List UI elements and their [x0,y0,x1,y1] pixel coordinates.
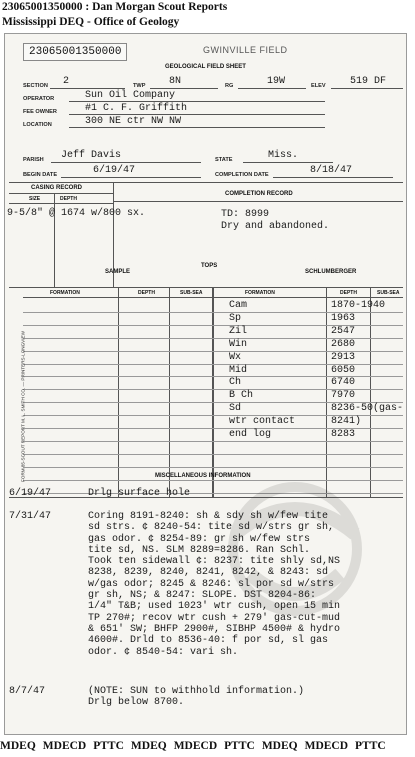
misc-line: sd strs. ¢ 8240-54: tite sd w/strs gr sh, [88,522,335,534]
tops-col-depth-1: DEPTH [138,290,155,296]
tops-formation: Mid [229,364,248,376]
tops-col-formation-1: FORMATION [50,290,80,296]
completion-date-value: 8/18/47 [310,165,353,176]
tops-formation: Sp [229,312,242,324]
footer [0,740,415,752]
tops-formation: Ch [229,377,242,389]
tops-label: TOPS [201,263,218,269]
misc-line: Drlg below 8700. [88,697,185,709]
parish-label: PARISH [23,157,44,163]
footer-tag: MDEQ [261,740,298,752]
schlumberger-label: SCHLUMBERGER [305,269,357,275]
misc-line: 8238, 8239, 8240, 8241, 8242, & 8243: sd [88,567,329,579]
misc-line: Coring 8191-8240: sh & sdy sh w/few tite [88,511,329,522]
tops-depth: 2680 [331,338,356,350]
tops-depth: 1870-1940 [331,300,386,311]
footer-tag: MDECD [173,740,218,752]
misc-date: 8/7/47 [9,686,46,697]
misc-line: (NOTE: SUN to withhold information.) [88,686,305,697]
tops-formation: Cam [229,300,248,311]
geological-field-sheet [4,33,407,735]
range-value: 19W [267,76,286,87]
tops-depth: 2913 [331,351,356,363]
casing-depth-label: DEPTH [60,196,77,202]
completion-record-label: COMPLETION RECORD [225,191,293,197]
misc-date: 7/31/47 [9,511,52,522]
operator-label: OPERATOR [23,96,55,102]
casing-record-label: CASING RECORD [31,185,83,191]
tops-col-formation-2: FORMATION [245,290,275,296]
footer-tag: PTTC [355,740,386,752]
misc-info-label: MISCELLANEOUS INFORMATION [155,473,251,479]
township-label: TWP [133,83,146,89]
misc-line: Took ten sidewall ¢: 8237: tite shly sd,NS [88,556,341,568]
field-name: GWINVILLE FIELD [203,45,288,55]
completion-date-label: COMPLETION DATE [215,172,269,178]
footer-tag: MDECD [42,740,87,752]
section-label: SECTION [23,83,48,89]
tops-formation: Win [229,338,248,350]
tops-depth: 6740 [331,377,356,389]
misc-line: Drlg surface hole [88,488,191,499]
location-label: LOCATION [23,122,52,128]
fee-owner-value: #1 C. F. Griffith [85,103,188,114]
tops-depth: 8241) [331,416,362,428]
footer-tag: MDECD [304,740,349,752]
parish-value: Jeff Davis [61,150,122,161]
misc-line: tite sd, NS. SLM 8289=8286. Ran Schl. [88,544,311,556]
sample-label: SAMPLE [105,269,131,275]
api-number: 23065001350000 [23,43,127,61]
report-title: 23065001350000 : Dan Morgan Scout Reports [2,1,228,13]
footer-tag: MDEQ [130,740,167,752]
tops-col-subsea-1: SUB-SEA [180,290,203,296]
tops-depth: 6050 [331,364,356,376]
misc-date: 6/19/47 [9,488,52,499]
location-value: 300 NE ctr NW NW [85,116,182,127]
completion-line-1: TD: 8999 [221,209,270,220]
footer-tag: PTTC [93,740,124,752]
misc-line: & 651' SW; BHFP 2900#, SIBHP 4500# & hydro [88,623,341,635]
footer-tag: PTTC [224,740,255,752]
printer-side-text: FORM 85-SCOUT REPORT M. L. SMITH CO. — PRINTERS-LONGVIEW [20,331,26,482]
tops-depth: 8283 [331,429,356,440]
township-value: 8N [169,76,182,87]
report-subtitle: Mississippi DEQ - Office of Geology [2,16,180,28]
tops-depth: 2547 [331,325,356,337]
state-label: STATE [215,157,233,163]
range-label: RG [225,83,234,89]
tops-formation: Wx [229,351,242,363]
tops-formation: wtr contact [229,416,296,428]
tops-depth: 1963 [331,312,356,324]
misc-line: gas odor. ¢ 8254-89: gr sh w/few strs [88,533,311,545]
tops-formation: B Ch [229,390,254,402]
begin-date-label: BEGIN DATE [23,172,58,178]
fee-owner-label: FEE OWNER [23,109,57,115]
tops-depth: 7970 [331,390,356,402]
footer-tag: MDEQ [0,740,36,752]
misc-line: TP 270#; recov wtr cush + 279' gas-cut-mud [88,612,341,624]
tops-depth: 8236-50(gas- [331,403,404,415]
misc-line: gr sh, NS; & 8247: SLOPE. DST 8204-86: [88,590,317,602]
tops-formation: end log [229,429,272,440]
misc-entry-text [88,686,304,709]
state-value: Miss. [268,150,299,161]
tops-col-depth-2: DEPTH [340,290,357,296]
tops-col-subsea-2: SUB-SEA [377,290,400,296]
misc-line: odor. ¢ 8540-54: vari sh. [88,646,239,658]
completion-line-2: Dry and abandoned. [221,221,330,232]
misc-line: w/gas odor; 8245 & 8246: sl por sd w/strs [88,578,335,590]
section-value: 2 [63,76,70,87]
begin-date-value: 6/19/47 [93,165,136,176]
casing-value: 9-5/8" @ 1674 w/800 sx. [7,208,146,219]
elevation-label: ELEV [311,83,326,89]
misc-line: 1/4" T&B; used 1023' wtr cush, open 15 min [88,601,341,613]
casing-size-label: SIZE [29,196,41,202]
elevation-value: 519 DF [350,76,387,87]
tops-formation: Sd [229,403,242,415]
form-title: GEOLOGICAL FIELD SHEET [165,64,246,70]
operator-value: Sun Oil Company [85,90,176,101]
misc-entry-text [88,488,190,499]
misc-line: 4600#. Drld to 8536-40: f por sd, sl gas [88,635,329,647]
tops-formation: Zil [229,325,248,337]
mdeq-watermark-logo [195,474,395,624]
